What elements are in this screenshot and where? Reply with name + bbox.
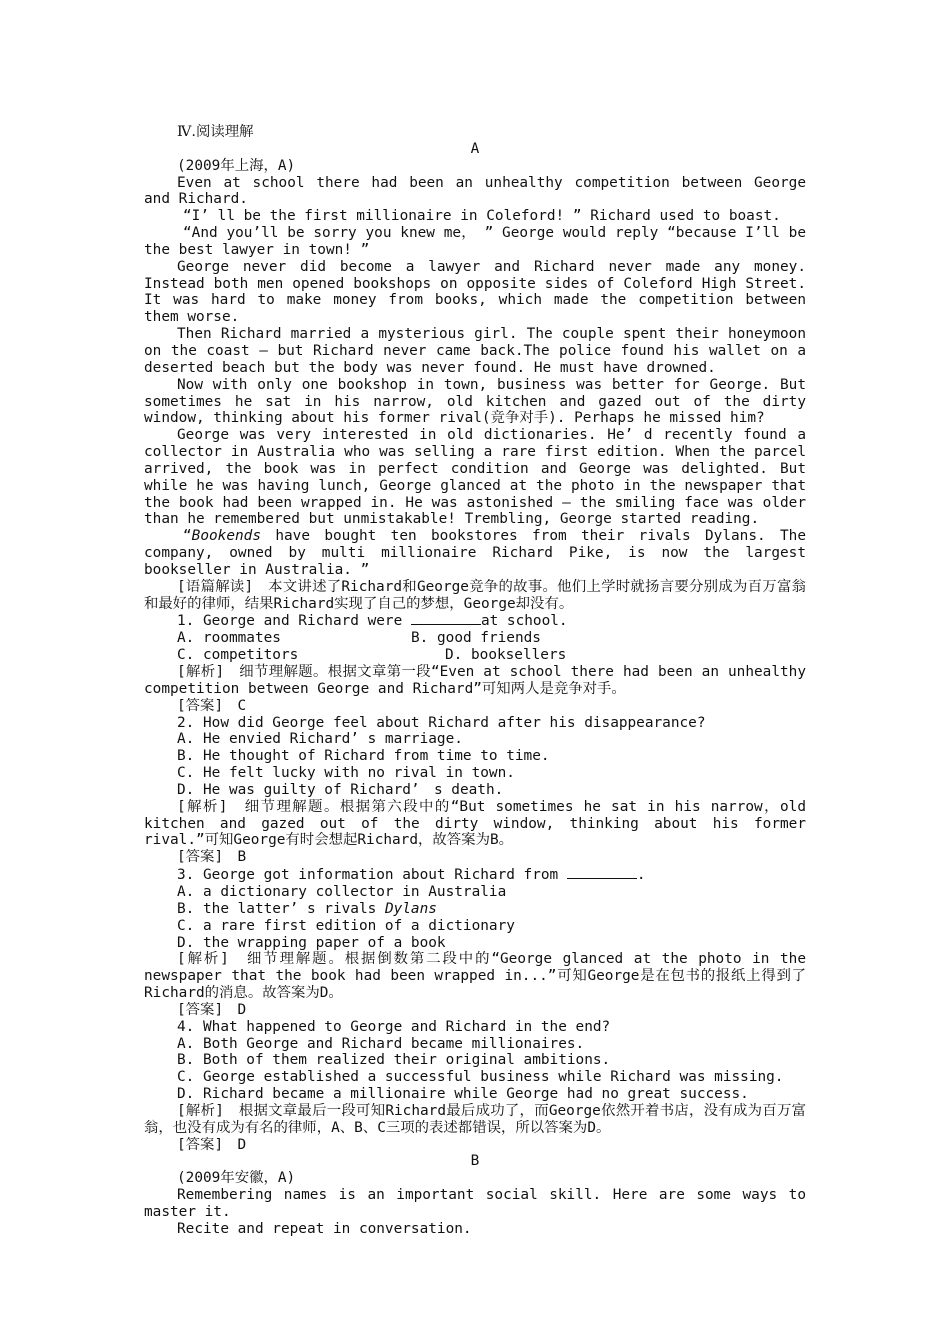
passage-a-paragraph: “I’ ll be the first millionaire in Coleford! ” Richard used to boast. [183, 208, 781, 225]
option-b [144, 901, 806, 918]
option-d: D. Richard became a millionaire while George had no great success. [177, 1086, 749, 1103]
option-b-text: B. the latter’ s rivals [177, 900, 385, 917]
passage-a-quote [144, 528, 806, 579]
option-c: C. a rare first edition of a dictionary [177, 917, 515, 934]
answer-blank [411, 612, 481, 625]
passage-a-label: A [470, 140, 480, 157]
passage-a-paragraph: George was very interested in old dictionaries. He’ d recently found a collector in Australia who was selling a rare first edition. When the parcel arrived, the book was in perfect condition and George was delighted. But while he was having lunch, George glanced at the photo in the newspaper that the book had been wrapped in. He was astonished — the smiling face was older than he remembered but unmistakable! Trembling, George started reading. [144, 427, 806, 528]
question-text: at school. [480, 613, 568, 630]
passage-a-paragraph: Now with only one bookshop in town, business was better for George. But sometimes he sat in his narrow, old kitchen and gazed out of the dirty window, thinking about his former rival(竞争对手). Perhaps he missed him? [144, 376, 806, 427]
analysis: [解析] 细节理解题。根据倒数第二段中的“George glanced at the photo in the newspaper that the book had been wrapped in...”可知George是在包书的报纸上得到了Richard的消息。故答案为D。 [144, 951, 806, 1002]
option-a: A. roommates [177, 630, 281, 647]
question-4: 4. What happened to George and Richard in the end? [177, 1018, 611, 1035]
answer: [答案] D [177, 1136, 247, 1153]
option-d: D. booksellers [445, 647, 567, 664]
question-text: 1. George and Richard were [177, 613, 411, 630]
passage-summary: [语篇解读] 本文讲述了Richard和George竞争的故事。他们上学时就扬言要分别成为百万富翁和最好的律师，结果Richard实现了自己的梦想，George却没有。 [144, 578, 806, 612]
option-c: C. George established a successful business while Richard was missing. [177, 1069, 784, 1086]
option-row [144, 647, 806, 664]
answer-blank [567, 866, 637, 879]
option-d: D. He was guilty of Richard’ s death. [177, 781, 504, 798]
passage-a-source: (2009年上海，A) [177, 157, 296, 174]
option-a: A. He envied Richard’ s marriage. [177, 731, 463, 748]
section-title: Ⅳ.阅读理解 [177, 124, 254, 140]
analysis: [解析] 细节理解题。根据第六段中的“But sometimes he sat in his narrow，old kitchen and gazed out of the dirty window, thinking about his former rival.”可知George有时会想起Richard，故答案为B。 [144, 798, 806, 849]
option-c: C. competitors [177, 647, 299, 664]
answer: [答案] D [177, 1001, 247, 1018]
question-text: . [636, 867, 646, 884]
option-b: B. Both of them realized their original ambitions. [177, 1052, 611, 1069]
option-a: A. Both George and Richard became millionaires. [177, 1035, 585, 1052]
analysis: [解析] 根据文章最后一段可知Richard最后成功了，而George依然开着书店，没有成为百万富翁，也没有成为有名的律师，A、B、C三项的表述都错误，所以答案为D。 [144, 1102, 806, 1136]
passage-b-subhead: Recite and repeat in conversation. [177, 1220, 472, 1237]
option-b: B. He thought of Richard from time to time. [177, 748, 550, 765]
passage-a-paragraph: “And you’ll be sorry you knew me， ” George would reply “because I’ll be the best lawyer in town! ” [144, 225, 806, 258]
question-2: 2. How did George feel about Richard after his disappearance? [177, 714, 706, 731]
answer: [答案] B [177, 849, 247, 866]
question-text: 3. George got information about Richard from [177, 867, 567, 884]
quote-italic: Bookends [191, 528, 261, 545]
analysis: [解析] 细节理解题。根据文章第一段“Even at school there had been an unhealthy competition between George and Richard”可知两人是竞争对手。 [144, 664, 806, 697]
quote-open: “ [183, 528, 192, 545]
option-d: D. the wrapping paper of a book [177, 934, 446, 951]
option-a: A. a dictionary collector in Australia [177, 883, 507, 900]
passage-a-paragraph: Even at school there had been an unhealthy competition between George and Richard. [144, 174, 806, 208]
option-row [144, 630, 806, 647]
passage-a-paragraph: George never did become a lawyer and Richard never made any money. Instead both men opened bookshops on opposite sides of Coleford High Street. It was hard to make money from books, which made the competition between them worse. [144, 258, 806, 326]
question-3 [144, 866, 806, 884]
passage-b-intro: Remembering names is an important social skill. Here are some ways to master it. [144, 1187, 806, 1220]
option-c: C. He felt lucky with no rival in town. [177, 765, 515, 782]
option-b: B. good friends [411, 630, 541, 647]
answer: [答案] C [177, 697, 247, 714]
passage-a-paragraph: Then Richard married a mysterious girl. The couple spent their honeymoon on the coast — but Richard never came back.The police found his wallet on a deserted beach but the body was never found. He must have drowned. [144, 326, 806, 376]
document-body [144, 124, 806, 1238]
passage-b-label: B [470, 1153, 480, 1170]
option-b-italic: Dylans [384, 900, 437, 917]
question-1 [144, 612, 806, 630]
passage-b-source: (2009年安徽，A) [177, 1170, 296, 1187]
quote-rest: have bought ten bookstores from their rivals Dylans. The company, owned by multi millionaire Richard Pike, is now the largest bookseller in Australia. ” [144, 528, 806, 578]
